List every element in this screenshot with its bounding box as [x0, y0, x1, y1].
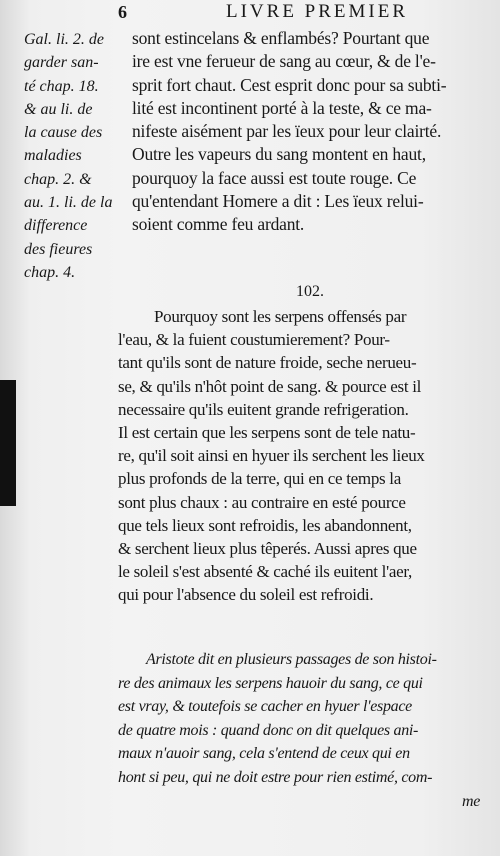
margin-note-line: Gal. li. 2. de [24, 31, 104, 48]
text-line: l'eau, & la fuient coustumierement? Pour- [118, 330, 390, 350]
folio-number: 6 [118, 2, 127, 22]
text-line: qu'entendant Homere a dit : Les ïeux relui- [132, 191, 424, 212]
text-line: nifeste aisément par les ïeux pour leur clairté. [132, 121, 442, 142]
text-line: le soleil s'est absenté & caché ils euitent l'aer, [118, 562, 412, 582]
margin-note-line: & au li. de [24, 100, 93, 118]
text-line: maux n'auoir sang, cela s'entend de ceux qui en [118, 745, 410, 763]
text-line: Aristote dit en plusieurs passages de son histoi- [146, 651, 437, 668]
text-line: sprit fort chaut. Cest esprit donc pour sa subti- [132, 74, 447, 95]
margin-note-line: difference [24, 217, 88, 235]
section-number: 102. [296, 283, 324, 300]
page-edge-tab [0, 380, 16, 506]
running-title: LIVRE PREMIER [226, 1, 409, 22]
margin-note-line: au. 1. li. de la [24, 194, 113, 212]
paragraph-101-continued [132, 27, 492, 237]
margin-note-line: té chap. 18. [24, 77, 99, 95]
text-line: sont plus chaux : au contraire en esté pource [118, 492, 406, 512]
margin-note-line: chap. 2. & [24, 170, 92, 188]
paragraph-102 [118, 305, 490, 607]
catchword: me [461, 792, 480, 810]
text-line: Pourquoy sont les serpens offensés par [154, 307, 407, 326]
italic-commentary [118, 648, 490, 813]
text-line: necessaire qu'ils euitent grande refrigeration. [118, 399, 409, 419]
text-line: Outre les vapeurs du sang montent en haut, [132, 144, 426, 165]
text-line: que tels lieux sont refroidis, les abandonnent, [118, 515, 412, 535]
margin-note-line: garder san- [24, 54, 99, 72]
text-line: lité est incontinent porté à la teste, & ce ma- [132, 97, 432, 118]
margin-note-line: chap. 4. [24, 263, 76, 281]
text-line: tant qu'ils sont de nature froide, seche nerueu- [118, 353, 417, 373]
margin-note-line: des fieures [24, 240, 93, 258]
margin-notes [24, 28, 132, 284]
margin-note-line: maladies [24, 147, 82, 165]
text-line: re des animaux les serpens hauoir du sang, ce qui [118, 674, 423, 692]
text-line: Il est certain que les serpens sont de tele natu- [118, 423, 416, 443]
text-line: hont si peu, qui ne doit estre pour rien estimé, com- [118, 768, 433, 786]
text-line: sont estincelans & enflambés? Pourtant que [132, 28, 430, 48]
text-line: re, qu'il soit ainsi en hyuer ils serchent les lieux [118, 446, 425, 466]
margin-note-line: la cause des [24, 124, 103, 142]
text-line: pourquoy la face aussi est toute rouge. Ce [132, 167, 417, 188]
text-line: de quatre mois : quand donc on dit quelques ani- [118, 721, 419, 739]
text-line: & serchent lieux plus têperés. Aussi apres que [118, 539, 417, 559]
page-header [0, 0, 500, 22]
text-line: ire est vne ferueur de sang au cœur, & de l'e- [132, 51, 436, 72]
text-line: se, & qu'ils n'hôt point de sang. & pource est il [118, 376, 422, 396]
text-line: plus profonds de la terre, qui en ce temps la [118, 469, 401, 489]
text-line: qui pour l'absence du soleil est refroidi. [118, 585, 374, 605]
text-line: soient comme feu ardant. [132, 214, 305, 235]
text-line: est vray, & toutefois se cacher en hyuer l'espace [118, 698, 412, 716]
